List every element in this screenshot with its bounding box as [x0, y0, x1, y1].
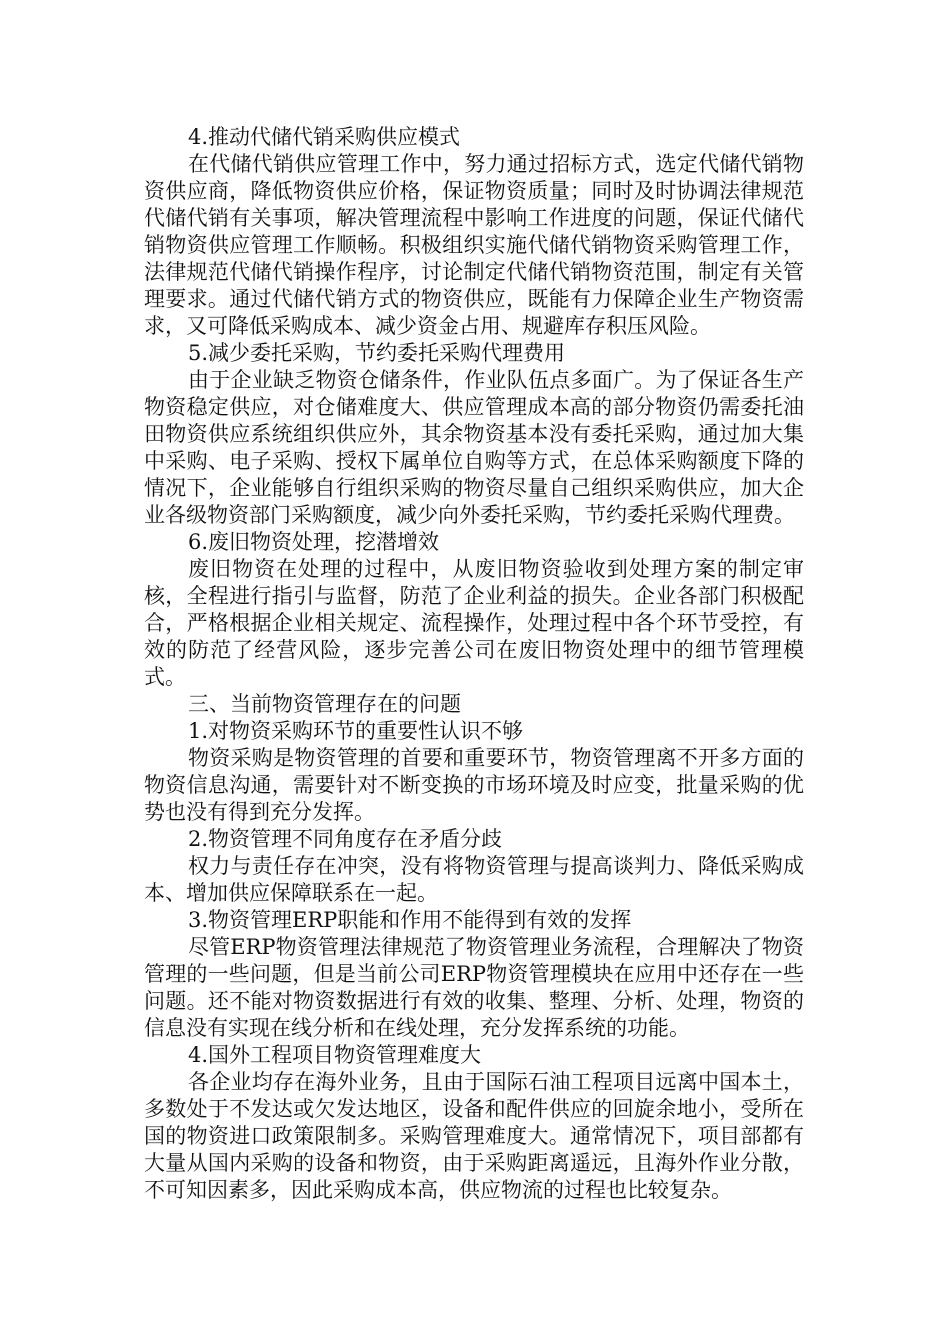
section-heading: 5.减少委托采购，节约委托采购代理费用 [188, 341, 566, 365]
document-body [144, 124, 804, 1204]
body-paragraph: 在代储代销供应管理工作中，努力通过招标方式，选定代储代销物资供应商，降低物资供应价格，保证物资质量；同时及时协调法律规范代储代销有关事项，解决管理流程中影响工作进度的问题，保证代储代销物资供应管理工作顺畅。积极组织实施代储代销物资采购管理工作，法律规范代储代销操作程序，讨论制定代储代销物资范围，制定有关管理要求。通过代储代销方式的物资供应，既能有力保障企业生产物资需求，又可降低采购成本、减少资金占用、规避库存积压风险。 [144, 152, 804, 338]
section-heading: 2.物资管理不同角度存在矛盾分歧 [188, 827, 503, 851]
chapter-heading: 三、当前物资管理存在的问题 [188, 692, 461, 716]
section-heading: 1.对物资采购环节的重要性认识不够 [188, 719, 524, 743]
body-paragraph: 各企业均存在海外业务，且由于国际石油工程项目远离中国本土，多数处于不发达或欠发达地区，设备和配件供应的回旋余地小，受所在国的物资进口政策限制多。采购管理难度大。通常情况下，项目部都有大量从国内采购的设备和物资，由于采购距离遥远，且海外作业分散，不可知因素多，因此采购成本高，供应物流的过程也比较复杂。 [144, 1070, 804, 1202]
body-paragraph: 由于企业缺乏物资仓储条件，作业队伍点多面广。为了保证各生产物资稳定供应，对仓储难度大、供应管理成本高的部分物资仍需委托油田物资供应系统组织供应外，其余物资基本没有委托采购，通过加大集中采购、电子采购、授权下属单位自购等方式，在总体采购额度下降的情况下，企业能够自行组织采购的物资尽量自己组织采购供应，加大企业各级物资部门采购额度，减少向外委托采购，节约委托采购代理费。 [144, 368, 804, 527]
body-paragraph: 物资采购是物资管理的首要和重要环节，物资管理离不开多方面的物资信息沟通，需要针对不断变换的市场环境及时应变，批量采购的优势也没有得到充分发挥。 [144, 746, 804, 824]
body-paragraph: 尽管ERP物资管理法律规范了物资管理业务流程，合理解决了物资管理的一些问题，但是当前公司ERP物资管理模块在应用中还存在一些问题。还不能对物资数据进行有效的收集、整理、分析、处理，物资的信息没有实现在线分析和在线处理，充分发挥系统的功能。 [144, 935, 804, 1040]
section-heading: 6.废旧物资处理，挖潜增效 [188, 530, 440, 554]
section-heading: 4.推动代储代销采购供应模式 [188, 125, 461, 149]
section-heading: 4.国外工程项目物资管理难度大 [188, 1043, 482, 1067]
section-heading: 3.物资管理ERP职能和作用不能得到有效的发挥 [188, 908, 632, 932]
body-paragraph: 权力与责任存在冲突，没有将物资管理与提高谈判力、降低采购成本、增加供应保障联系在一起。 [144, 854, 804, 905]
body-paragraph: 废旧物资在处理的过程中，从废旧物资验收到处理方案的制定审核，全程进行指引与监督，防范了企业利益的损失。企业各部门积极配合，严格根据企业相关规定、流程操作，处理过程中各个环节受控，有效的防范了经营风险，逐步完善公司在废旧物资处理中的细节管理模式。 [144, 557, 804, 689]
